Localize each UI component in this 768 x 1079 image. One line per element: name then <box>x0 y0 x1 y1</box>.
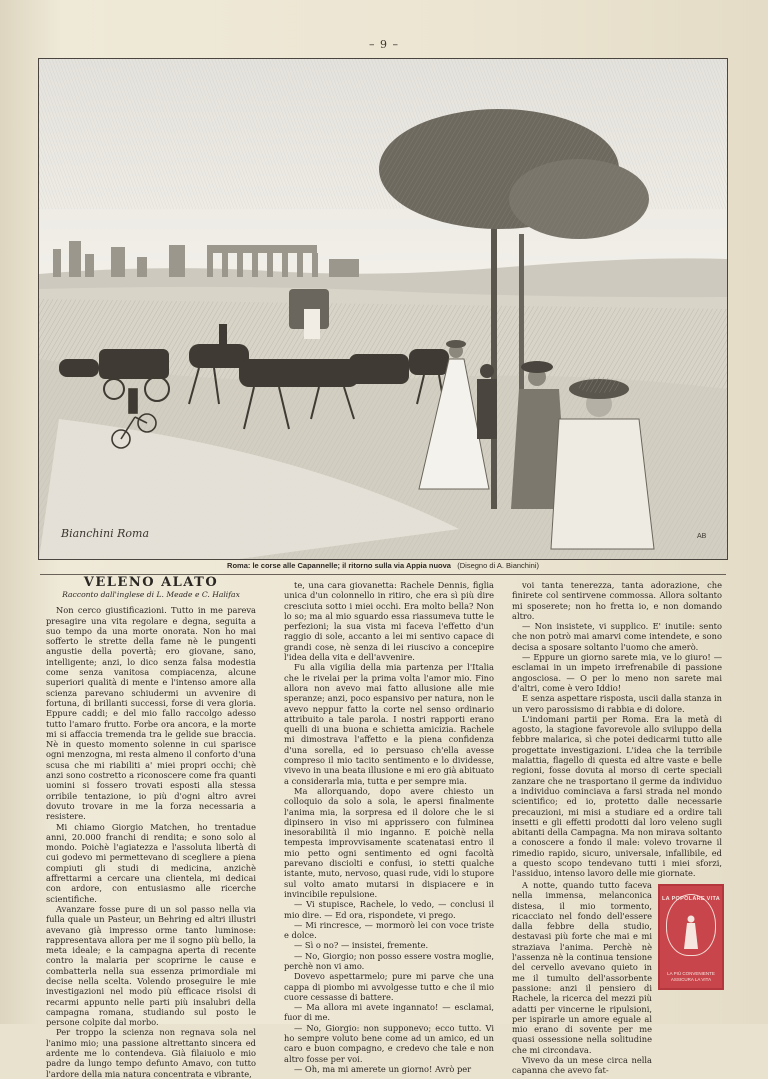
paragraph: — Eppure un giorno sarete mia, ve lo giuro! — esclamai in un impeto irrefrenabile di passione angosciosa. — O per lo meno non sarete mai d'altri, come è vero Iddio! <box>512 652 722 693</box>
illustration-plate <box>38 58 728 560</box>
paragraph: Ma allorquando, dopo avere chiesto un colloquio da solo a sola, le apersi finalmente l'anima mia, la sorpresa ed il dolore che le si dipinsero in viso mi apprissero con fulminea inesorabilità il mio inganno. E poichè nella tempesta improvvisamente scatenatasi entro il mio petto ogni sentimento ed ogni facoltà parevano disciolti e confusi, io stetti qualche istante, muto, nervoso, quasi rude, vidi lo stupore sul volto amato mutarsi in dispiacere e in invincibile repulsione. <box>284 785 494 899</box>
insurance-stamp <box>658 884 724 990</box>
column-1 <box>46 575 256 1079</box>
column-2 <box>284 580 494 1074</box>
paragraph: L'indomani partii per Roma. Era la metà di agosto, la stagione favorevole allo sviluppo della febbre malarica, sì che potei dedicarmi tutto alle progettate investigazioni. L'idea che la terribile malattia, flagello di questa ed altre vaste e belle regioni, fosse dovuta al morso di certe speciali zanzare che ne trasportano il germe da individuo a individuo cominciava a farsi strada nel mondo scientifico; ed io, protetto dalle necessarie precauzioni, mi misi a studiare ed a ordire tali insetti e gli effetti prodotti dal loro veleno sugli abitanti della Campagna. Ma non mirava soltanto a conoscere a fondo il male: volevo trovarne il rimedio rapido, sicuro, universale, infallibile, ed a questo scopo tendevano tutti i miei sforzi, l'assiduo, intenso lavoro delle mie giornate. <box>512 713 722 879</box>
stamp-footer: LA PIÙ CONVENIENTE ASSICURA LA VITA <box>667 971 715 982</box>
story-byline: Racconto dall'inglese di L. Meade e C. Halifax <box>62 590 240 600</box>
paragraph: — No, Giorgio; non posso essere vostra moglie, perchè non vi amo. <box>284 950 494 971</box>
paragraph: Fu alla vigilia della mia partenza per l'Italia che le rivelai per la prima volta l'amor mio. Fino allora non avevo mai fatto allusione alle mie speranze; anzi, poco espansivo per natura, non le avevo neppur fatto la corte nel senso ordinario attribuito a tale parola. I nostri rapporti erano quelli di una buona e schietta amicizia. Rachele mi dimostrava l'affetto e la piena confidenza d'una sorella, ed io persuaso ch'ella avesse compreso il mio tacito sentimento e lo dividesse, vivevo in una beata illusione e mi ero già abituato a considerarla mia, tutta e per sempre mia. <box>284 662 494 786</box>
paragraph: Per troppo la scienza non regnava sola nel l'animo mio; una passione altrettanto sincera ed ardente me lo contendeva. Già filaiuolo e mio padre da lungo tempo defunto Amavo, con tutto l'ardore della mia natura concentrata e vibrante, <box>46 1027 256 1079</box>
paragraph: — No, Giorgio: non supponevo; ecco tutto. Vi ho sempre voluto bene come ad un amico, ed un caro e buon compagno, e credevo che tale e non altro fosse per voi. <box>284 1022 494 1064</box>
column-1-text <box>46 605 256 1079</box>
illustration-caption <box>40 561 726 570</box>
paragraph: — Ma allora mi avete ingannato! — esclamai, fuor di me. <box>284 1002 494 1023</box>
paragraph: Vivevo da un mese circa nella capanna che avevo fat- <box>512 1055 652 1076</box>
appia-illustration <box>39 59 727 559</box>
paragraph: Mi chiamo Giorgio Matchen, ho trentadue anni, 20.000 franchi di rendita; e sono solo al mondo. Poichè l'agiatezza e l'assoluta libertà di cui godevo mi permettevano di scegliere a piena compiuti gli studi di medicina, anzichè affrettarmi a cercare una clientela, mi dedicai con ardore, con entusiasmo alle ricerche scientifiche. <box>46 821 256 904</box>
paragraph: voi tanta tenerezza, tanta adorazione, che finirete col sentirvene commossa. Allora soltanto mi sposerete; non ho fretta io, e non domando altro. <box>512 580 722 621</box>
page-number: – 9 – <box>369 38 399 51</box>
paragraph: A notte, quando tutto faceva nella immensa, melanconica distesa, il mio tormento, ricacciato nel fondo dell'essere dalla febbre della studio, destavasi più forte che mai e mi straziava l'anima. Perchè nè l'assenza nè la continua tensione del cervello avevano quieto in me il tumulto dell'assorbente passione: anzi il pensiero di Rachele, la ricerca del mezzi più adatti per vincerne le ripulsioni, per ispirarle un amore eguale al mio erano di sovente per me quasi ossessione nella solitudine che mi circondava. <box>512 880 652 1055</box>
paragraph: Dovevo aspettarmelo; pure mi parve che una cappa di piombo mi avvolgesse tutto e che il mio cuore cessasse di battere. <box>284 971 494 1002</box>
caption-credit: (Disegno di A. Bianchini) <box>457 561 539 570</box>
paragraph: — Sì o no? — insistei, fremente. <box>294 940 429 951</box>
paragraph: Avanzare fosse pure di un sol passo nella via fulla quale un Pasteur, un Behring ed altri illustri avevano già impresso orme tanto luminose: rappresentava allora per me il sogno più bello, la meta ideale; e la campagna aperta di recente contro la malaria per scoprirne le cause e combatterla nella sua essenza primordiale mi decise nella scelta. Volendo proseguire le mie investigazioni nel modo più efficace risolsi di recarmi appunto nelle parti più insalubri della campagna romana, studiando sul posto le persone colpite dal morbo. <box>46 903 256 1028</box>
stamp-ring-text: LA POPOLARE VITA <box>662 896 720 902</box>
column-3-lower <box>512 880 652 1076</box>
column-3-upper <box>512 580 722 879</box>
paragraph: — Vi stupisce, Rachele, lo vedo, — conclusi il mio dire. — Ed ora, rispondete, vi prego. <box>284 899 494 920</box>
paragraph: — Oh, ma mi amerete un giorno! Avrò per <box>294 1063 472 1074</box>
paragraph: — Mi rincresce, — mormorò lei con voce triste e dolce. <box>284 919 494 941</box>
paragraph: Non cerco giustificazioni. Tutto in me pareva presagire una vita regolare e degna, seguita a suo tempo da una morte onorata. Non ho mai sofferto le strette della fame nè le pungenti angustie della povertà; ero giovane, sano, intelligente; anzi, lo dico senza falsa modestia come senza vanitosa compiacenza, alcune superiori qualità di mente e l'intenso amore alla scienza parevano schiudermi un avvenire di fortuna, di brillanti successi, forse di vera gloria. Eppure caddi; e del mio fallo raccolgo adesso tutto l'amaro frutto. Forbe ora ancora, e la morte mi si affaccia tremenda tra le gelide sue braccia. Nè in questo momento solenne in cui sparisce ogni menzogna, mi resta almeno il conforto d'una scusa che mi riabiliti a' miei propri occhi; chè anzi sono costretto a riconoscere come fra quanti uomini si fossero trovati esposti alla stessa orribile tentazione, io più d'ogni altro avrei dovuto trovare in me la forza necessaria a resistere. <box>46 605 256 822</box>
paragraph: E senza aspettare risposta, uscii dalla stanza in un vero parossismo di rabbia e di dolore. <box>512 693 722 714</box>
caption-place: Roma: le corse alle Capannelle; il ritorno sulla via Appia nuova <box>227 561 451 570</box>
artist-signature: Bianchini Roma <box>61 527 149 540</box>
paragraph: — Non insistete, vi supplico. E' inutile: sento che non potrò mai amarvi come intendete, e sono decisa a sposare soltanto l'uomo che amerò. <box>512 621 722 652</box>
paragraph: te, una cara giovanetta: Rachele Dennis, figlia unica d'un colonnello in ritiro, che era sì più dire cresciuta sotto i miei occhi. Era molto bella? Non lo so; ma al mio sguardo essa riassumeva tutte le perfezioni; la sua vista mi faceva l'effetto d'un raggio di sole, accanto a lei mi sentivo capace di grandi cose, nè senza di lei riuscivo a concepire l'idea della vita e dell'avvenire. <box>284 580 494 663</box>
engraver-monogram: AB <box>697 533 707 540</box>
story-title: VELENO ALATO <box>83 575 219 590</box>
allegorical-figure-icon <box>682 914 700 950</box>
